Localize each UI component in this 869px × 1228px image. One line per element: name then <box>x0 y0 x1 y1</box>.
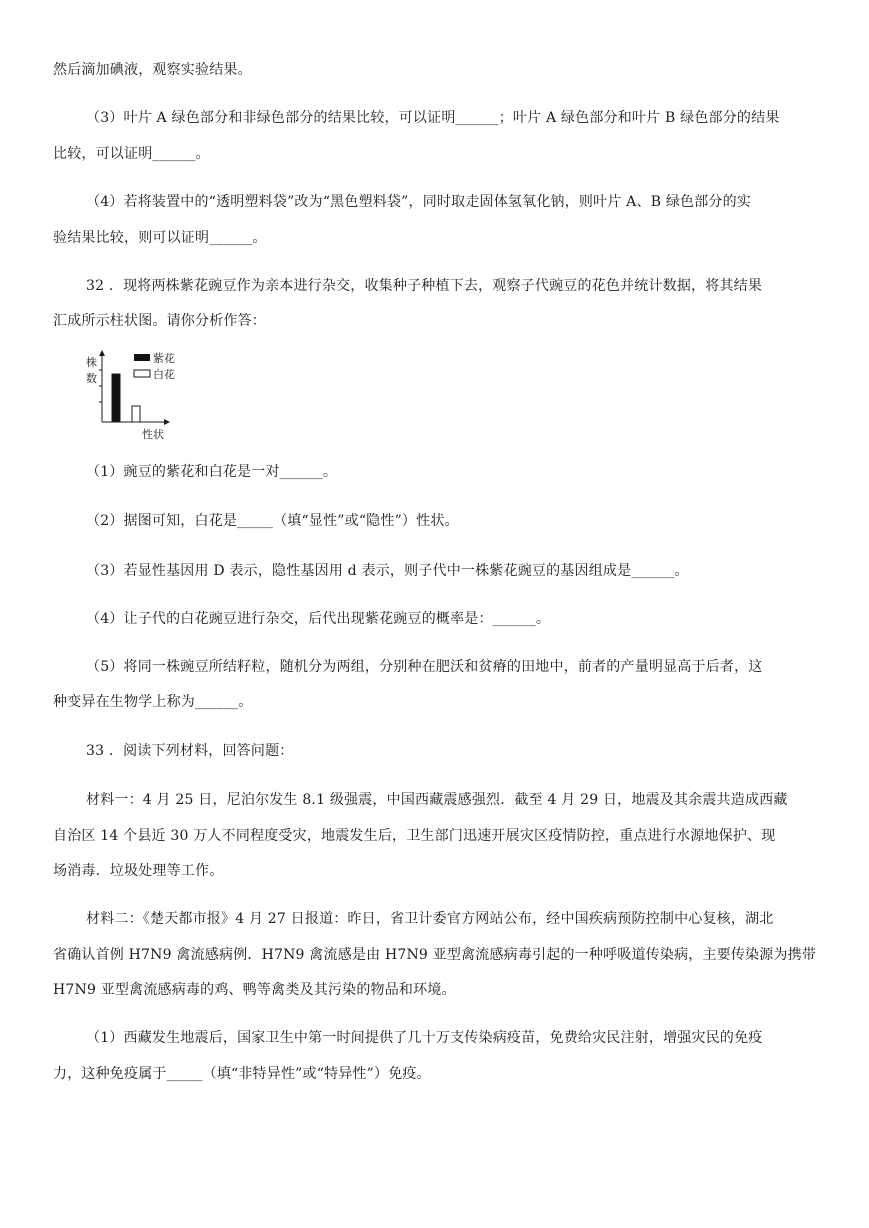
text-line-22: 力，这种免疫属于_____（填“非特异性”或“特异性”）免疫。 <box>53 1066 431 1082</box>
bar-white <box>132 406 140 422</box>
text-line-9: （2）据图可知，白花是_____（填“显性”或“隐性”）性状。 <box>86 513 459 529</box>
question-32: 32 ．现将两株紫花豌豆作为亲本进行杂交，收集种子种植下去，观察子代豌豆的花色并统计数据，将其结果 <box>86 278 763 294</box>
bar-purple <box>112 374 120 422</box>
text-line-16: 自治区 14 个县近 30 万人不同程度受灾，地震发生后，卫生部门迅速开展灾区疫情防控，重点进行水源地保护、现 <box>53 828 776 844</box>
text-line-10: （3）若显性基因用 D 表示，隐性基因用 d 表示，则子代中一株紫花豌豆的基因组成是______。 <box>86 563 689 579</box>
text-line-18: 材料二：《楚天都市报》4 月 27 日报道：昨日，省卫计委官方网站公布，经中国疾病预防控制中心复核，湖北 <box>86 911 774 927</box>
y-axis-label-2: 数 <box>86 372 97 385</box>
x-axis-label: 性状 <box>142 428 164 440</box>
text-line-17: 场消毒．垃圾处理等工作。 <box>53 863 224 879</box>
text-line-19: 省确认首例 H7N9 禽流感病例．H7N9 禽流感是由 H7N9 亚型禽流感病毒引起的一种呼吸道传染病，主要传染源为携带 <box>53 947 817 963</box>
text-line-20: H7N9 亚型禽流感病毒的鸡、鸭等禽类及其污染的物品和环境。 <box>53 982 456 998</box>
text-line-5: 验结果比较，则可以证明______。 <box>53 230 267 246</box>
text-line-2: （3）叶片 A 绿色部分和非绿色部分的结果比较，可以证明______；叶片 A 绿色部分和叶片 B 绿色部分的结果 <box>86 110 780 126</box>
legend-label-purple: 紫花 <box>153 352 175 365</box>
text-line-1: 然后滴加碘液，观察实验结果。 <box>53 62 252 78</box>
text-line-4: （4）若将装置中的“透明塑料袋”改为“黑色塑料袋”，同时取走固体氢氧化钠，则叶片 A、B 绿色部分的实 <box>86 194 752 210</box>
text-line-12: （5）将同一株豌豆所结籽粒，随机分为两组，分别种在肥沃和贫瘠的田地中，前者的产量明显高于后者，这 <box>86 659 763 675</box>
text-line-13: 种变异在生物学上称为______。 <box>53 694 253 710</box>
legend-swatch-white <box>134 370 150 377</box>
x-axis-arrow <box>164 419 170 425</box>
legend-label-white: 白花 <box>153 368 175 381</box>
text-line-7: 汇成所示柱状图。请你分析作答： <box>53 313 266 329</box>
text-line-11: （4）让子代的白花豌豆进行杂交，后代出现紫花豌豆的概率是：______。 <box>86 611 551 627</box>
text-line-15: 材料一：4 月 25 日，尼泊尔发生 8.1 级强震，中国西藏震感强烈．截至 4 月 29 日，地震及其余震共造成西藏 <box>86 792 788 808</box>
text-line-3: 比较，可以证明______。 <box>53 146 210 162</box>
text-line-21: （1）西藏发生地震后，国家卫生中第一时间提供了几十万支传染病疫苗，免费给灾民注射，增强灾民的免疫 <box>86 1030 763 1046</box>
text-line-8: （1）豌豆的紫花和白花是一对______。 <box>86 464 338 480</box>
y-axis-arrow <box>99 350 105 356</box>
legend-swatch-purple <box>134 354 150 361</box>
bar-chart-figure <box>86 350 196 440</box>
question-33: 33 ．阅读下列材料，回答问题： <box>86 743 294 759</box>
y-axis-label-1: 株 <box>86 356 97 369</box>
